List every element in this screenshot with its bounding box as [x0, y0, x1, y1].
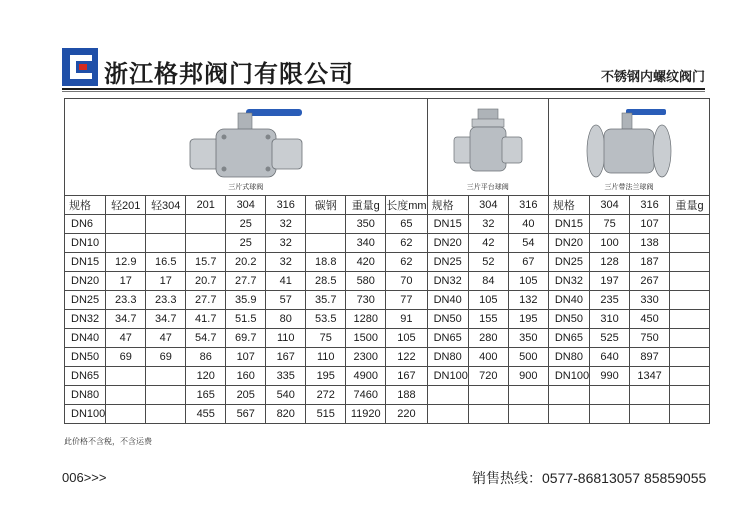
size-cell: DN20: [65, 272, 106, 291]
empty-cell: [590, 405, 630, 424]
size-cell: DN80: [65, 386, 106, 405]
price-cell: 40: [508, 215, 548, 234]
price-cell: 34.7: [146, 310, 186, 329]
column-header: 304: [590, 196, 630, 215]
size-cell: DN40: [65, 329, 106, 348]
price-cell: 335: [266, 367, 306, 386]
price-cell: 500: [508, 348, 548, 367]
price-cell: 400: [468, 348, 508, 367]
price-cell: 340: [346, 234, 386, 253]
size-cell: DN50: [427, 310, 468, 329]
three-piece-valve-cell: [65, 99, 428, 196]
price-cell: 28.5: [306, 272, 346, 291]
price-cell: 640: [590, 348, 630, 367]
table-row: [65, 405, 710, 424]
header-divider-thin: [62, 91, 705, 92]
price-cell: 900: [508, 367, 548, 386]
price-cell: [306, 215, 346, 234]
price-cell: 160: [226, 367, 266, 386]
column-header: 轻304: [146, 196, 186, 215]
three-piece-caption: 三片式球阀: [228, 184, 264, 191]
price-cell: 47: [146, 329, 186, 348]
empty-cell: [508, 405, 548, 424]
size-cell: DN100: [427, 367, 468, 386]
price-cell: [670, 348, 710, 367]
price-cell: 34.7: [106, 310, 146, 329]
column-header: 316: [630, 196, 670, 215]
size-cell: DN100: [65, 405, 106, 424]
table-row: [65, 386, 710, 405]
price-note: 此价格不含税，不含运费: [64, 437, 152, 446]
price-cell: 525: [590, 329, 630, 348]
price-cell: [146, 234, 186, 253]
price-cell: 105: [386, 329, 427, 348]
price-cell: [106, 386, 146, 405]
empty-cell: [468, 405, 508, 424]
column-header: 316: [508, 196, 548, 215]
price-cell: 235: [590, 291, 630, 310]
table-row: [65, 291, 710, 310]
size-cell: DN100: [548, 367, 589, 386]
empty-cell: [670, 405, 710, 424]
price-cell: [670, 291, 710, 310]
platform-valve-cell: [427, 99, 548, 196]
price-cell: 1347: [630, 367, 670, 386]
price-cell: 105: [468, 291, 508, 310]
price-cell: 62: [386, 253, 427, 272]
price-cell: 35.9: [226, 291, 266, 310]
price-cell: 51.5: [226, 310, 266, 329]
empty-cell: [468, 386, 508, 405]
price-cell: [670, 367, 710, 386]
price-cell: 110: [306, 348, 346, 367]
price-cell: 4900: [346, 367, 386, 386]
price-cell: 86: [186, 348, 226, 367]
price-cell: [146, 367, 186, 386]
price-cell: 730: [346, 291, 386, 310]
price-cell: 69: [106, 348, 146, 367]
column-header: 304: [226, 196, 266, 215]
price-cell: 105: [508, 272, 548, 291]
price-cell: 7460: [346, 386, 386, 405]
price-cell: 280: [468, 329, 508, 348]
price-cell: 69: [146, 348, 186, 367]
column-header: 碳钢: [306, 196, 346, 215]
price-cell: 100: [590, 234, 630, 253]
price-cell: 75: [306, 329, 346, 348]
column-header: 201: [186, 196, 226, 215]
price-cell: [106, 405, 146, 424]
column-header: 规格: [548, 196, 589, 215]
price-cell: [146, 405, 186, 424]
price-cell: 272: [306, 386, 346, 405]
price-cell: 54: [508, 234, 548, 253]
price-cell: 47: [106, 329, 146, 348]
size-cell: DN50: [65, 348, 106, 367]
empty-cell: [630, 386, 670, 405]
price-cell: 540: [266, 386, 306, 405]
price-cell: 267: [630, 272, 670, 291]
size-cell: DN32: [548, 272, 589, 291]
price-cell: 32: [266, 215, 306, 234]
table-row: [65, 310, 710, 329]
price-cell: 80: [266, 310, 306, 329]
price-cell: 27.7: [186, 291, 226, 310]
price-cell: 62: [386, 234, 427, 253]
price-cell: 2300: [346, 348, 386, 367]
price-cell: 350: [346, 215, 386, 234]
size-cell: DN40: [548, 291, 589, 310]
price-cell: 16.5: [146, 253, 186, 272]
size-cell: DN80: [427, 348, 468, 367]
price-cell: 205: [226, 386, 266, 405]
price-cell: 70: [386, 272, 427, 291]
size-cell: DN15: [65, 253, 106, 272]
price-cell: 57: [266, 291, 306, 310]
size-cell: DN50: [548, 310, 589, 329]
price-cell: 20.2: [226, 253, 266, 272]
price-cell: 42: [468, 234, 508, 253]
price-cell: [186, 215, 226, 234]
company-logo: [62, 48, 98, 86]
price-cell: 107: [630, 215, 670, 234]
price-cell: 515: [306, 405, 346, 424]
size-cell: DN15: [427, 215, 468, 234]
price-cell: 580: [346, 272, 386, 291]
size-cell: DN65: [548, 329, 589, 348]
column-header: 长度mm: [386, 196, 427, 215]
company-name: 浙江格邦阀门有限公司: [104, 60, 354, 88]
flanged-valve-cell: [548, 99, 709, 196]
empty-cell: [548, 386, 589, 405]
size-cell: DN25: [427, 253, 468, 272]
price-table: [64, 98, 710, 424]
price-cell: 110: [266, 329, 306, 348]
size-cell: DN65: [65, 367, 106, 386]
size-cell: DN20: [548, 234, 589, 253]
price-cell: [106, 234, 146, 253]
column-header: 304: [468, 196, 508, 215]
empty-cell: [427, 405, 468, 424]
price-cell: 15.7: [186, 253, 226, 272]
page-number: 006>>>: [62, 470, 107, 485]
price-cell: 220: [386, 405, 427, 424]
price-cell: [306, 234, 346, 253]
image-row: [65, 99, 710, 196]
sales-hotline: 销售热线：0577-86813057 85859055: [472, 470, 707, 486]
price-cell: 12.9: [106, 253, 146, 272]
price-cell: [106, 215, 146, 234]
price-cell: 1500: [346, 329, 386, 348]
catalog-subtitle: 不锈钢内螺纹阀门: [600, 70, 705, 85]
price-cell: 41.7: [186, 310, 226, 329]
empty-cell: [508, 386, 548, 405]
column-header: 重量g: [670, 196, 710, 215]
flanged-caption: 三片带法兰球阀: [604, 184, 654, 191]
platform-caption: 三片平台球阀: [466, 184, 509, 191]
price-cell: 67: [508, 253, 548, 272]
price-cell: 54.7: [186, 329, 226, 348]
price-cell: 187: [630, 253, 670, 272]
price-cell: 155: [468, 310, 508, 329]
size-cell: DN25: [65, 291, 106, 310]
price-cell: 23.3: [146, 291, 186, 310]
price-cell: 310: [590, 310, 630, 329]
size-cell: DN15: [548, 215, 589, 234]
price-cell: 27.7: [226, 272, 266, 291]
price-cell: [146, 386, 186, 405]
empty-cell: [670, 386, 710, 405]
price-cell: [670, 329, 710, 348]
header-row: [65, 196, 710, 215]
column-header: 规格: [65, 196, 106, 215]
size-cell: DN6: [65, 215, 106, 234]
size-cell: DN65: [427, 329, 468, 348]
price-cell: 84: [468, 272, 508, 291]
price-cell: 122: [386, 348, 427, 367]
price-cell: [670, 234, 710, 253]
price-cell: 455: [186, 405, 226, 424]
price-cell: 77: [386, 291, 427, 310]
price-cell: 18.8: [306, 253, 346, 272]
price-cell: 750: [630, 329, 670, 348]
price-cell: 567: [226, 405, 266, 424]
table-row: [65, 234, 710, 253]
table-row: [65, 329, 710, 348]
price-cell: 23.3: [106, 291, 146, 310]
table-row: [65, 253, 710, 272]
price-cell: 820: [266, 405, 306, 424]
price-cell: [670, 215, 710, 234]
price-cell: 53.5: [306, 310, 346, 329]
price-cell: [670, 272, 710, 291]
price-cell: 32: [266, 234, 306, 253]
price-cell: 167: [266, 348, 306, 367]
price-cell: 20.7: [186, 272, 226, 291]
size-cell: DN32: [427, 272, 468, 291]
empty-cell: [427, 386, 468, 405]
price-cell: 165: [186, 386, 226, 405]
price-cell: [186, 234, 226, 253]
table-row: [65, 348, 710, 367]
header-divider: [62, 88, 705, 90]
price-cell: 720: [468, 367, 508, 386]
price-cell: 69.7: [226, 329, 266, 348]
price-cell: 65: [386, 215, 427, 234]
price-cell: [106, 367, 146, 386]
price-cell: 897: [630, 348, 670, 367]
price-cell: 330: [630, 291, 670, 310]
table-row: [65, 367, 710, 386]
column-header: 316: [266, 196, 306, 215]
price-cell: 32: [468, 215, 508, 234]
price-cell: 1280: [346, 310, 386, 329]
table-row: [65, 272, 710, 291]
price-cell: 52: [468, 253, 508, 272]
price-cell: 25: [226, 215, 266, 234]
price-cell: 167: [386, 367, 427, 386]
price-cell: 41: [266, 272, 306, 291]
size-cell: DN25: [548, 253, 589, 272]
size-cell: DN10: [65, 234, 106, 253]
price-cell: 35.7: [306, 291, 346, 310]
empty-cell: [548, 405, 589, 424]
three-piece-ball-valve-image: [186, 103, 306, 183]
price-cell: 75: [590, 215, 630, 234]
price-cell: 17: [146, 272, 186, 291]
size-cell: DN40: [427, 291, 468, 310]
price-cell: 195: [306, 367, 346, 386]
price-cell: 197: [590, 272, 630, 291]
table-row: [65, 215, 710, 234]
price-cell: 11920: [346, 405, 386, 424]
column-header: 规格: [427, 196, 468, 215]
size-cell: DN20: [427, 234, 468, 253]
price-cell: 128: [590, 253, 630, 272]
price-cell: 188: [386, 386, 427, 405]
price-cell: 107: [226, 348, 266, 367]
price-cell: 32: [266, 253, 306, 272]
price-cell: 120: [186, 367, 226, 386]
price-cell: 420: [346, 253, 386, 272]
size-cell: DN32: [65, 310, 106, 329]
price-cell: 132: [508, 291, 548, 310]
empty-cell: [590, 386, 630, 405]
price-cell: 17: [106, 272, 146, 291]
column-header: 轻201: [106, 196, 146, 215]
price-cell: 350: [508, 329, 548, 348]
price-cell: [670, 310, 710, 329]
price-cell: 450: [630, 310, 670, 329]
price-cell: 138: [630, 234, 670, 253]
price-cell: 25: [226, 234, 266, 253]
price-cell: 195: [508, 310, 548, 329]
empty-cell: [630, 405, 670, 424]
price-cell: [146, 215, 186, 234]
three-piece-platform-valve-image: [448, 103, 528, 183]
price-cell: [670, 253, 710, 272]
price-cell: 990: [590, 367, 630, 386]
price-cell: 91: [386, 310, 427, 329]
three-piece-flanged-valve-image: [584, 103, 674, 183]
column-header: 重量g: [346, 196, 386, 215]
size-cell: DN80: [548, 348, 589, 367]
